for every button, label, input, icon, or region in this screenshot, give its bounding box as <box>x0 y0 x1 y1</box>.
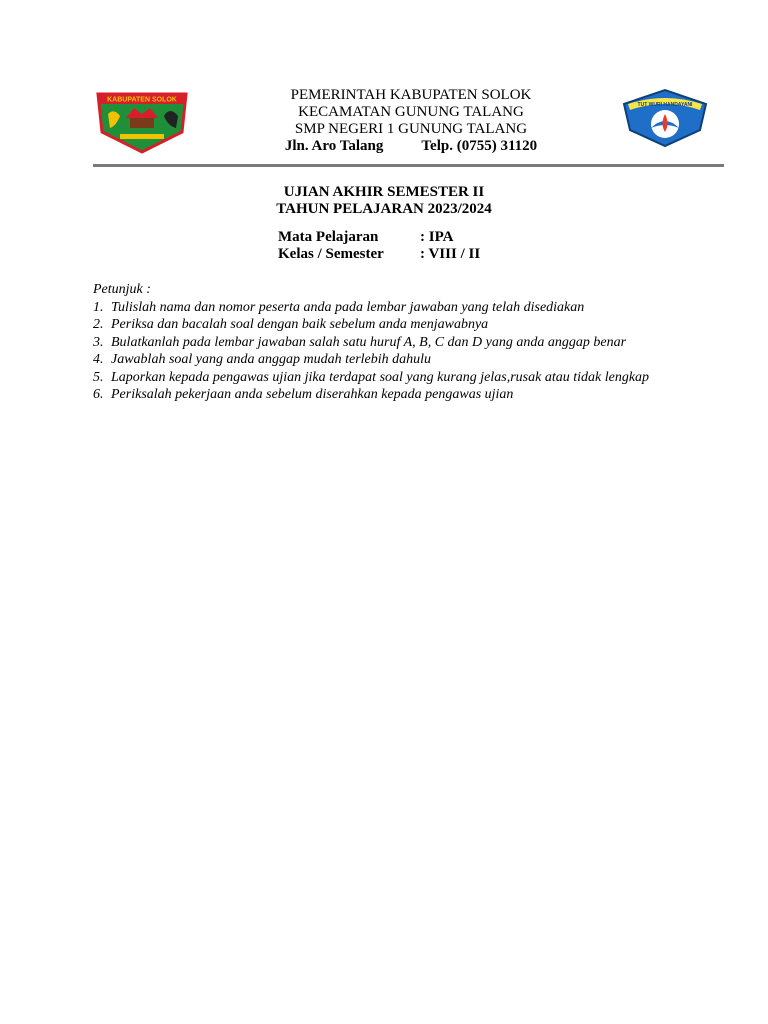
item-text: Laporkan kepada pengawas ujian jika terdapat soal yang kurang jelas,rusak atau tidak lengkap <box>111 369 650 385</box>
school-address: Jln. Aro Talang <box>284 138 384 154</box>
item-number: 2. <box>93 317 104 332</box>
class-semester-value: : VIII / II <box>420 246 481 262</box>
letterhead <box>230 87 592 155</box>
district-line: KECAMATAN GUNUNG TALANG <box>298 104 524 120</box>
list-item <box>93 351 649 369</box>
item-number: 5. <box>93 369 104 385</box>
item-text: Tulislah nama dan nomor peserta anda pada lembar jawaban yang telah disediakan <box>111 299 585 315</box>
instructions-heading: Petunjuk : <box>93 282 151 297</box>
exam-info <box>278 229 480 263</box>
item-text: Jawablah soal yang anda anggap mudah terlebih dahulu <box>111 352 432 367</box>
kabupaten-solok-logo-text: KABUPATEN SOLOK <box>107 96 177 104</box>
exam-title-line: UJIAN AKHIR SEMESTER II <box>283 184 485 200</box>
instructions <box>93 281 649 404</box>
item-number: 4. <box>93 352 104 367</box>
list-item <box>93 386 649 404</box>
subject-value: : IPA <box>420 229 454 245</box>
contact-line <box>230 138 592 155</box>
kabupaten-solok-logo <box>94 88 190 154</box>
list-item <box>93 334 649 352</box>
academic-year-line: TAHUN PELAJARAN 2023/2024 <box>276 201 492 217</box>
list-item <box>93 369 649 387</box>
item-number: 1. <box>93 299 104 315</box>
header-divider <box>93 164 724 167</box>
subject-row <box>278 229 480 246</box>
class-semester-row <box>278 246 480 263</box>
school-name: SMP NEGERI 1 GUNUNG TALANG <box>294 121 528 137</box>
government-line: PEMERINTAH KABUPATEN SOLOK <box>290 87 532 103</box>
item-text: Periksa dan bacalah soal dengan baik sebelum anda menjawabnya <box>111 317 489 332</box>
tut-wuri-handayani-logo-text: TUT WURI HANDAYANI <box>637 102 693 108</box>
school-phone: Telp. (0755) 31120 <box>421 138 538 154</box>
exam-title <box>230 184 538 218</box>
item-text: Periksalah pekerjaan anda sebelum diserahkan kepada pengawas ujian <box>111 387 514 402</box>
list-item <box>93 299 649 317</box>
item-number: 3. <box>93 334 104 350</box>
item-number: 6. <box>93 387 104 402</box>
class-semester-label: Kelas / Semester <box>278 246 384 262</box>
list-item <box>93 316 649 334</box>
tut-wuri-handayani-logo <box>618 86 712 150</box>
item-text: Bulatkanlah pada lembar jawaban salah satu huruf A, B, C dan D yang anda anggap benar <box>111 334 627 350</box>
subject-label: Mata Pelajaran <box>278 229 379 245</box>
